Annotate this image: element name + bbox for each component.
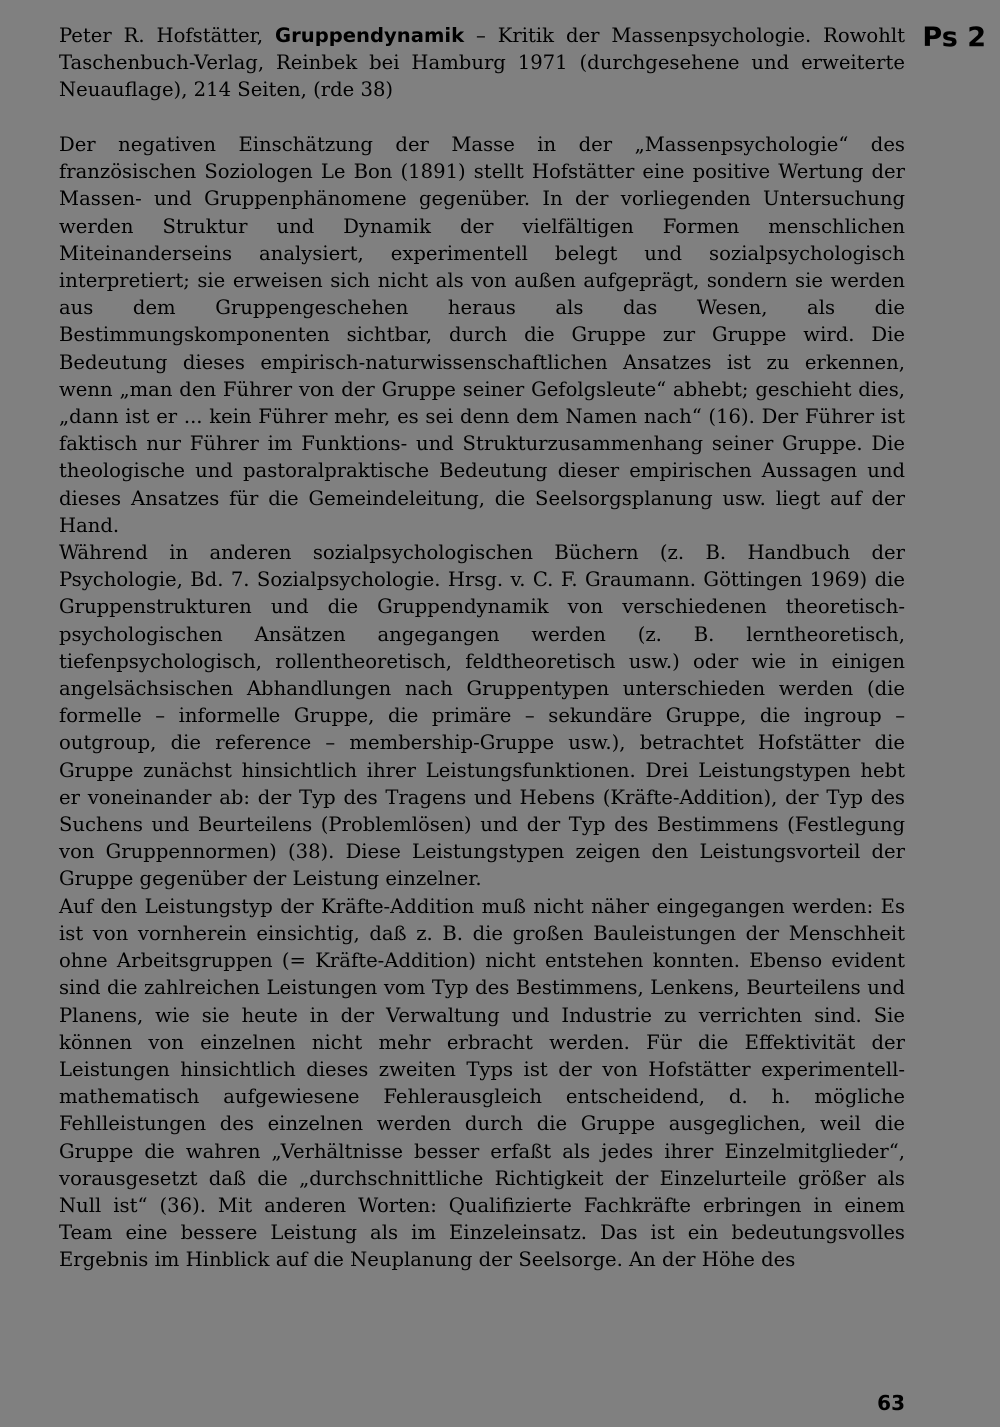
paragraph-2: Während in anderen sozialpsychologischen Büchern (z. B. Handbuch der Psychologie, Bd. 7. Sozialpsychologie. Hrsg. v. C. F. Graumann. Göttingen 1969) die Gruppenstrukturen und die Gruppendynamik von verschiedenen theoretisch-psychologischen Ansätzen angegangen werden (z. B. lerntheoretisch, tiefenpsychologisch, rollentheoretisch, feldtheoretisch usw.) oder wie in einigen angelsächsischen Abhandlungen nach Gruppentypen unterschieden werden (die formelle – informelle Gruppe, die primäre – sekundäre Gruppe, die ingroup – outgroup, die reference – membership-Gruppe usw.), betrachtet Hofstätter die Gruppe zunächst hinsichtlich ihrer Leistungsfunktionen. Drei Leistungstypen hebt er voneinander ab: der Typ des Tragens und Hebens (Kräfte-Addition), der Typ des Suchens und Beurteilens (Problemlösen) und der Typ des Bestimmens (Festlegung von Gruppennormen) (38). Diese Leistungstypen zeigen den Leistungsvorteil der Gruppe gegenüber der Leistung einzelner.: [59, 541, 905, 891]
section-code: Ps 2: [922, 22, 986, 53]
paragraph-3: Auf den Leistungstyp der Kräfte-Addition muß nicht näher eingegangen werden: Es ist von vornherein einsichtig, daß z. B. die großen Bauleistungen der Menschheit ohne Arbeitsgruppen (= Kräfte-Addition) nicht entstehen konnten. Ebenso evident sind die zahlreichen Leistungen vom Typ des Bestimmens, Lenkens, Beurteilens und Planens, wie sie heute in der Verwaltung und Industrie zu verrichten sind. Sie können von einzelnen nicht mehr erbracht werden. Für die Effektivität der Leistungen hinsichtlich dieses zweiten Typs ist der von Hofstätter experimentell-mathematisch aufgewiesene Fehlerausgleich entscheidend, d. h. mögliche Fehlleistungen des einzelnen werden durch die Gruppe ausgeglichen, weil die Gruppe die wahren „Verhältnisse besser erfaßt als jedes ihrer Einzelmitglieder“, vorausgesetzt daß die „durchschnittliche Richtigkeit der Einzelurteile größer als Null ist“ (36). Mit anderen Worten: Qualifizierte Fachkräfte erbringen in einem Team eine bessere Leistung als im Einzeleinsatz. Das ist ein bedeutungsvolles Ergebnis im Hinblick auf die Neuplanung der Seelsorge. An der Höhe des: [59, 894, 905, 1272]
review-body: [59, 131, 905, 1274]
bibliography-text: [59, 22, 905, 104]
page-number: 63: [877, 1391, 905, 1415]
bibliography-author: Peter R. Hofstätter,: [59, 24, 264, 47]
bibliographic-entry: [59, 22, 905, 104]
bibliography-title: Gruppendynamik: [275, 24, 465, 47]
bibliography-details: – Kritik der Massenpsychologie. Rowohlt Taschenbuch-Verlag, Reinbek bei Hamburg 1971 (durchgesehene und erweiterte Neuauflage), 214 Seiten, (rde 38): [59, 24, 905, 102]
paragraph-1: Der negativen Einschätzung der Masse in der „Massenpsychologie“ des französischen Soziologen Le Bon (1891) stellt Hofstätter eine positive Wertung der Massen- und Gruppenphänomene gegenüber. In der vorliegenden Untersuchung werden Struktur und Dynamik der vielfältigen Formen menschlichen Miteinanderseins analysiert, experimentell belegt und sozialpsychologisch interpretiert; sie erweisen sich nicht als von außen aufgeprägt, sondern sie werden aus dem Gruppengeschehen heraus als das Wesen, als die Bestimmungskomponenten sichtbar, durch die Gruppe zur Gruppe wird. Die Bedeutung dieses empirisch-naturwissenschaftlichen Ansatzes ist zu erkennen, wenn „man den Führer von der Gruppe seiner Gefolgsleute“ abhebt; geschieht dies, „dann ist er ... kein Führer mehr, es sei denn dem Namen nach“ (16). Der Führer ist faktisch nur Führer im Funktions- und Strukturzusammenhang seiner Gruppe. Die theologische und pastoralpraktische Bedeutung dieser empirischen Aussagen und dieses Ansatzes für die Gemeindeleitung, die Seelsorgsplanung usw. liegt auf der Hand.: [59, 133, 905, 537]
